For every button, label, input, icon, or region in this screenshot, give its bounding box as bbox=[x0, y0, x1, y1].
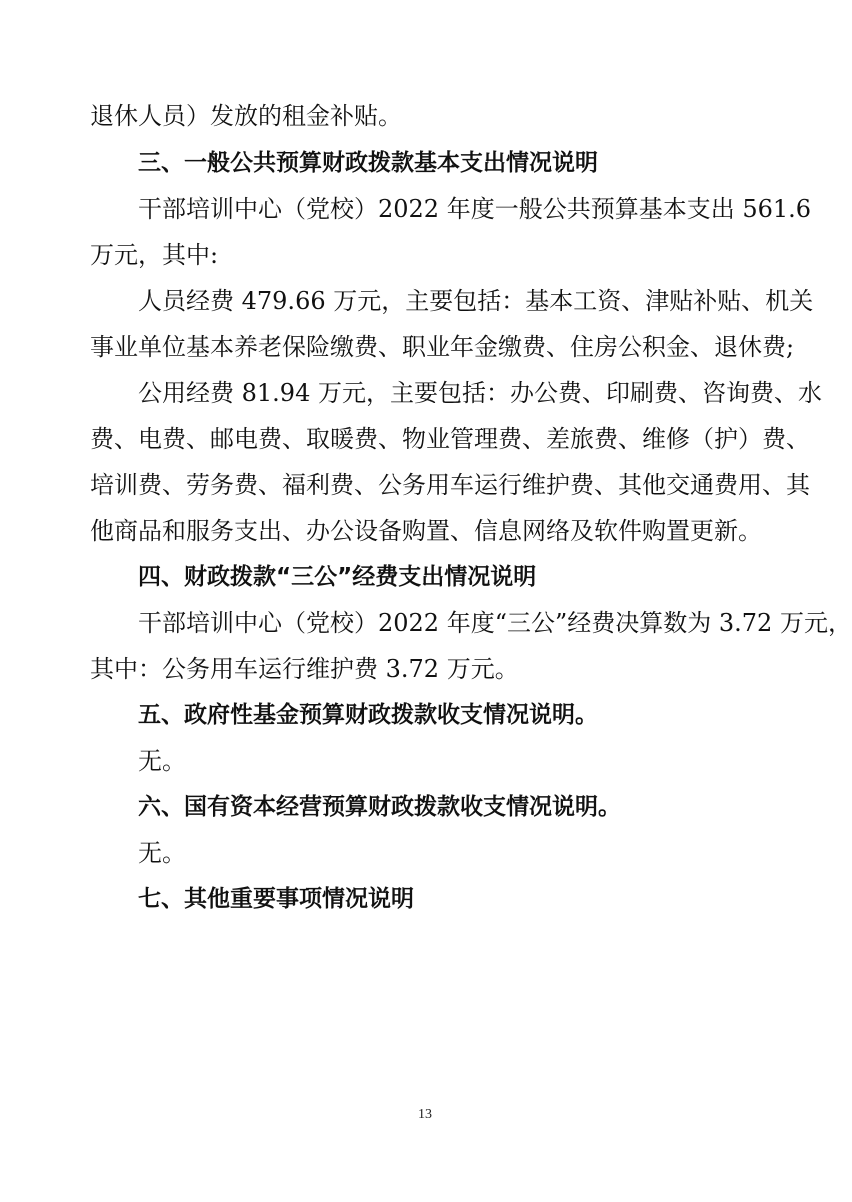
paragraph-line: 其中：公务用车运行维护费 3.72 万元。 bbox=[90, 655, 519, 683]
page-number: 13 bbox=[418, 1107, 432, 1122]
paragraph-line: 事业单位基本养老保险缴费、职业年金缴费、住房公积金、退休费; bbox=[90, 333, 795, 361]
paragraph-line: 无。 bbox=[138, 747, 186, 775]
paragraph-line: 干部培训中心（党校）2022 年度一般公共预算基本支出 561.6 bbox=[138, 195, 812, 223]
section-heading-5: 五、政府性基金预算财政拨款收支情况说明。 bbox=[138, 702, 598, 728]
paragraph-line-continuation: 退休人员）发放的租金补贴。 bbox=[90, 102, 402, 130]
paragraph-line: 无。 bbox=[138, 839, 186, 867]
paragraph-line: 万元，其中: bbox=[90, 241, 219, 269]
paragraph-line: 他商品和服务支出、办公设备购置、信息网络及软件购置更新。 bbox=[90, 517, 762, 545]
paragraph-line: 费、电费、邮电费、取暖费、物业管理费、差旅费、维修（护）费、 bbox=[90, 425, 810, 453]
paragraph-line: 干部培训中心（党校）2022 年度“三公”经费决算数为 3.72 万元， bbox=[138, 609, 852, 637]
section-heading-6: 六、国有资本经营预算财政拨款收支情况说明。 bbox=[138, 794, 621, 820]
paragraph-line: 培训费、劳务费、福利费、公务用车运行维护费、其他交通费用、其 bbox=[90, 471, 810, 499]
section-heading-3: 三、一般公共预算财政拨款基本支出情况说明 bbox=[138, 150, 598, 176]
section-heading-7: 七、其他重要事项情况说明 bbox=[138, 886, 414, 912]
paragraph-line: 人员经费 479.66 万元，主要包括：基本工资、津贴补贴、机关 bbox=[138, 287, 814, 315]
section-heading-4: 四、财政拨款“三公”经费支出情况说明 bbox=[138, 564, 537, 590]
paragraph-line: 公用经费 81.94 万元，主要包括：办公费、印刷费、咨询费、水 bbox=[138, 379, 822, 407]
